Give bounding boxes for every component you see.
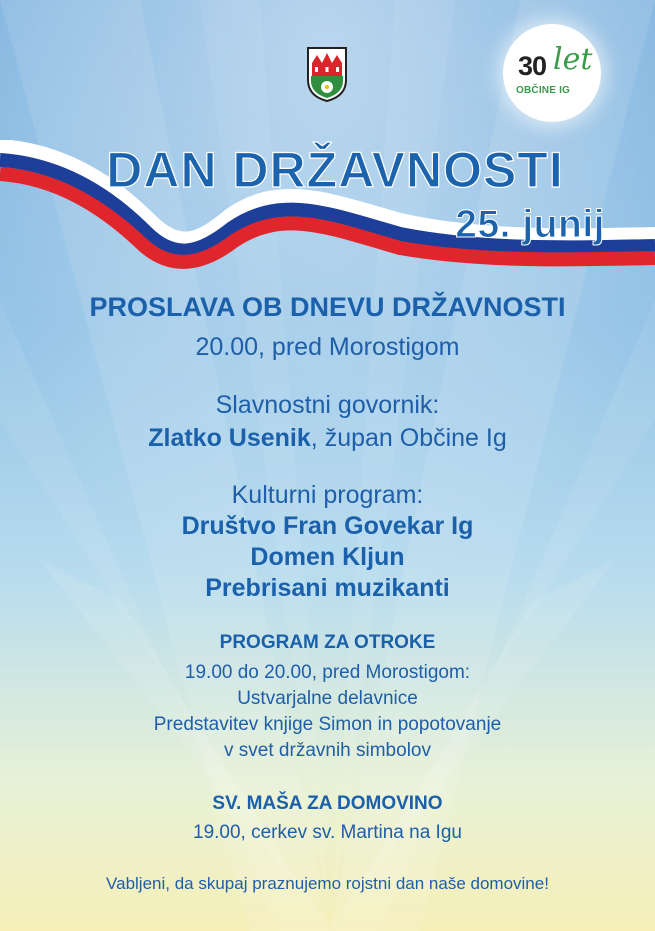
speaker-line — [0, 424, 655, 453]
performer-item: Društvo Fran Govekar Ig — [181, 512, 474, 540]
children-line: 19.00 do 20.00, pred Morostigom: — [184, 662, 471, 683]
badge-word: let — [553, 42, 593, 77]
speaker-label: Slavnostni govornik: — [215, 391, 440, 419]
children-line: v svet državnih simbolov — [224, 740, 431, 761]
speaker-name: Zlatko Usenik — [148, 424, 311, 452]
celebration-time-place: 20.00, pred Morostigom — [195, 333, 460, 361]
event-date: 25. junij — [455, 203, 605, 246]
anniversary-badge — [503, 24, 601, 122]
mass-time-place: 19.00, cerkev sv. Martina na Igu — [193, 822, 462, 843]
children-heading: PROGRAM ZA OTROKE — [219, 632, 436, 653]
invitation-footer: Vabljeni, da skupaj praznujemo rojstni dan naše domovine! — [106, 874, 549, 893]
celebration-heading: PROSLAVA OB DNEVU DRŽAVNOSTI — [89, 292, 566, 322]
performer-item: Prebrisani muzikanti — [205, 574, 450, 602]
children-line: Predstavitev knjige Simon in popotovanje — [153, 714, 502, 735]
coat-of-arms-icon — [306, 46, 348, 102]
children-line: Ustvarjalne delavnice — [237, 688, 418, 709]
badge-number: 30 — [518, 51, 547, 81]
cultural-label: Kulturni program: — [231, 481, 424, 509]
performer-item: Domen Kljun — [250, 543, 405, 571]
mass-heading: SV. MAŠA ZA DOMOVINO — [212, 793, 443, 814]
badge-subtitle: OBČINE IG — [516, 85, 571, 96]
speaker-role: , župan Občine Ig — [310, 424, 507, 452]
event-title: DAN DRŽAVNOSTI — [106, 142, 564, 198]
